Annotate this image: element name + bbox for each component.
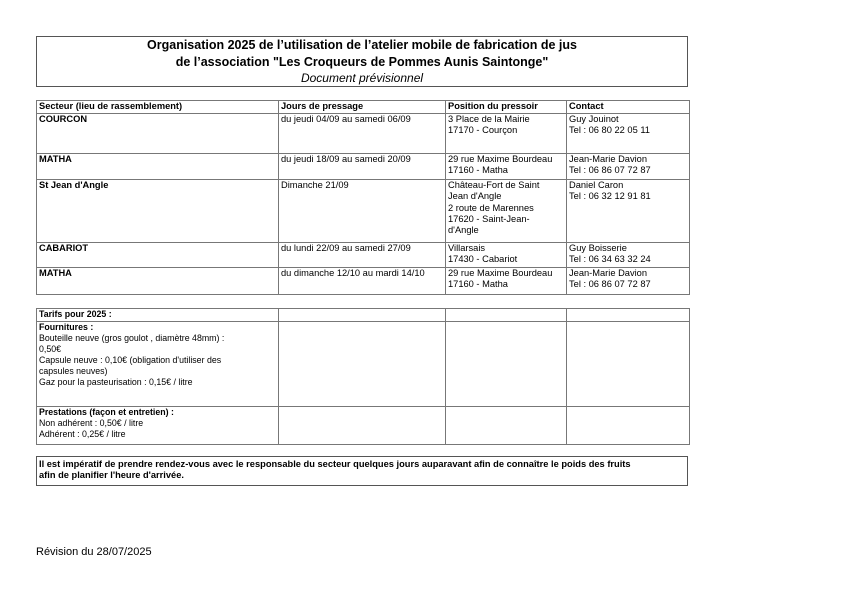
contact-name: Guy Boisserie <box>569 243 627 253</box>
schedule-table <box>36 100 690 295</box>
revision-date: Révision du 28/07/2025 <box>36 546 152 558</box>
contact-name: Daniel Caron <box>569 180 624 190</box>
contact-phone: Tel : 06 86 07 72 87 <box>569 279 651 290</box>
position-line: 3 Place de la Mairie <box>448 114 530 124</box>
contact-phone: Tel : 06 86 07 72 87 <box>569 165 651 176</box>
position-cell <box>446 243 567 268</box>
position-line: 17620 - Saint-Jean- <box>448 213 530 224</box>
position-line: 2 route de Marennes <box>448 202 534 213</box>
contact-cell <box>567 180 690 243</box>
contact-phone: Tel : 06 32 12 91 81 <box>569 191 651 202</box>
sector-cell: CABARIOT <box>37 243 279 268</box>
position-cell <box>446 154 567 180</box>
note-line-1: Il est impératif de prendre rendez-vous avec le responsable du secteur quelques jours auparavant afin de connaître le poids des fruits <box>39 459 631 469</box>
contact-phone: Tel : 06 34 63 32 24 <box>569 254 651 265</box>
contact-cell <box>567 114 690 154</box>
title-box <box>36 36 688 87</box>
position-line: 29 rue Maxime Bourdeau <box>448 268 553 278</box>
fournitures-line: Bouteille neuve (gros goulot , diamètre 48mm) : <box>39 333 225 343</box>
fournitures-line: capsules neuves) <box>39 366 108 376</box>
position-line: 29 rue Maxime Bourdeau <box>448 154 553 164</box>
fournitures-line: Gaz pour la pasteurisation : 0,15€ / litre <box>39 377 193 387</box>
sector-cell: MATHA <box>37 268 279 295</box>
tarifs-heading-row <box>37 309 690 322</box>
table-row <box>37 243 690 268</box>
days-cell: du jeudi 04/09 au samedi 06/09 <box>279 114 446 154</box>
empty-cell <box>446 322 567 407</box>
position-cell <box>446 268 567 295</box>
schedule-header-row <box>37 101 690 114</box>
fournitures-cell <box>37 322 279 407</box>
prestations-heading: Prestations (façon et entretien) : <box>39 407 174 417</box>
table-row <box>37 268 690 295</box>
empty-cell <box>446 407 567 445</box>
prestations-cell <box>37 407 279 445</box>
document-subtitle: Document prévisionnel <box>300 71 424 85</box>
table-row <box>37 114 690 154</box>
note-line-2: afin de planifier l'heure d'arrivée. <box>39 470 184 481</box>
document-title-line-2: de l’association "Les Croqueurs de Pommes Aunis Saintonge" <box>175 55 549 69</box>
position-line: Château-Fort de Saint <box>448 180 540 190</box>
contact-name: Jean-Marie Davion <box>569 154 648 164</box>
position-line: 17170 - Courçon <box>448 125 518 136</box>
prestations-line: Adhérent : 0,25€ / litre <box>39 429 126 439</box>
position-cell <box>446 114 567 154</box>
contact-cell <box>567 268 690 295</box>
position-line: 17160 - Matha <box>448 165 508 176</box>
days-cell: Dimanche 21/09 <box>279 180 446 243</box>
tarifs-heading: Tarifs pour 2025 : <box>37 309 279 322</box>
empty-cell <box>567 309 690 322</box>
document-title-line-1: Organisation 2025 de l’utilisation de l’atelier mobile de fabrication de jus <box>147 38 577 52</box>
contact-cell <box>567 243 690 268</box>
fournitures-row <box>37 322 690 407</box>
sector-cell: MATHA <box>37 154 279 180</box>
empty-cell <box>446 309 567 322</box>
fournitures-line: 0,50€ <box>39 344 62 354</box>
days-cell: du dimanche 12/10 au mardi 14/10 <box>279 268 446 295</box>
empty-cell <box>279 309 446 322</box>
position-cell <box>446 180 567 243</box>
position-line: 17430 - Cabariot <box>448 254 518 265</box>
prestations-line: Non adhérent : 0,50€ / litre <box>39 418 144 428</box>
contact-cell <box>567 154 690 180</box>
contact-phone: Tel : 06 80 22 05 11 <box>569 125 650 136</box>
empty-cell <box>567 407 690 445</box>
empty-cell <box>567 322 690 407</box>
contact-name: Jean-Marie Davion <box>569 268 648 278</box>
appointment-note <box>36 456 688 486</box>
position-line: Villarsais <box>448 243 486 253</box>
column-header-position: Position du pressoir <box>446 101 567 114</box>
tarifs-table <box>36 308 690 445</box>
sector-cell: COURCON <box>37 114 279 154</box>
position-line: 17160 - Matha <box>448 279 508 290</box>
column-header-contact: Contact <box>567 101 690 114</box>
empty-cell <box>279 407 446 445</box>
contact-name: Guy Jouinot <box>569 114 619 124</box>
empty-cell <box>279 322 446 407</box>
table-row <box>37 154 690 180</box>
position-line: Jean d'Angle <box>448 191 502 202</box>
column-header-sector: Secteur (lieu de rassemblement) <box>37 101 279 114</box>
days-cell: du jeudi 18/09 au samedi 20/09 <box>279 154 446 180</box>
fournitures-line: Capsule neuve : 0,10€ (obligation d'utiliser des <box>39 355 222 365</box>
days-cell: du lundi 22/09 au samedi 27/09 <box>279 243 446 268</box>
sector-cell: St Jean d'Angle <box>37 180 279 243</box>
column-header-days: Jours de pressage <box>279 101 446 114</box>
table-row <box>37 180 690 243</box>
fournitures-heading: Fournitures : <box>39 322 94 332</box>
position-line: d'Angle <box>448 225 479 236</box>
prestations-row <box>37 407 690 445</box>
